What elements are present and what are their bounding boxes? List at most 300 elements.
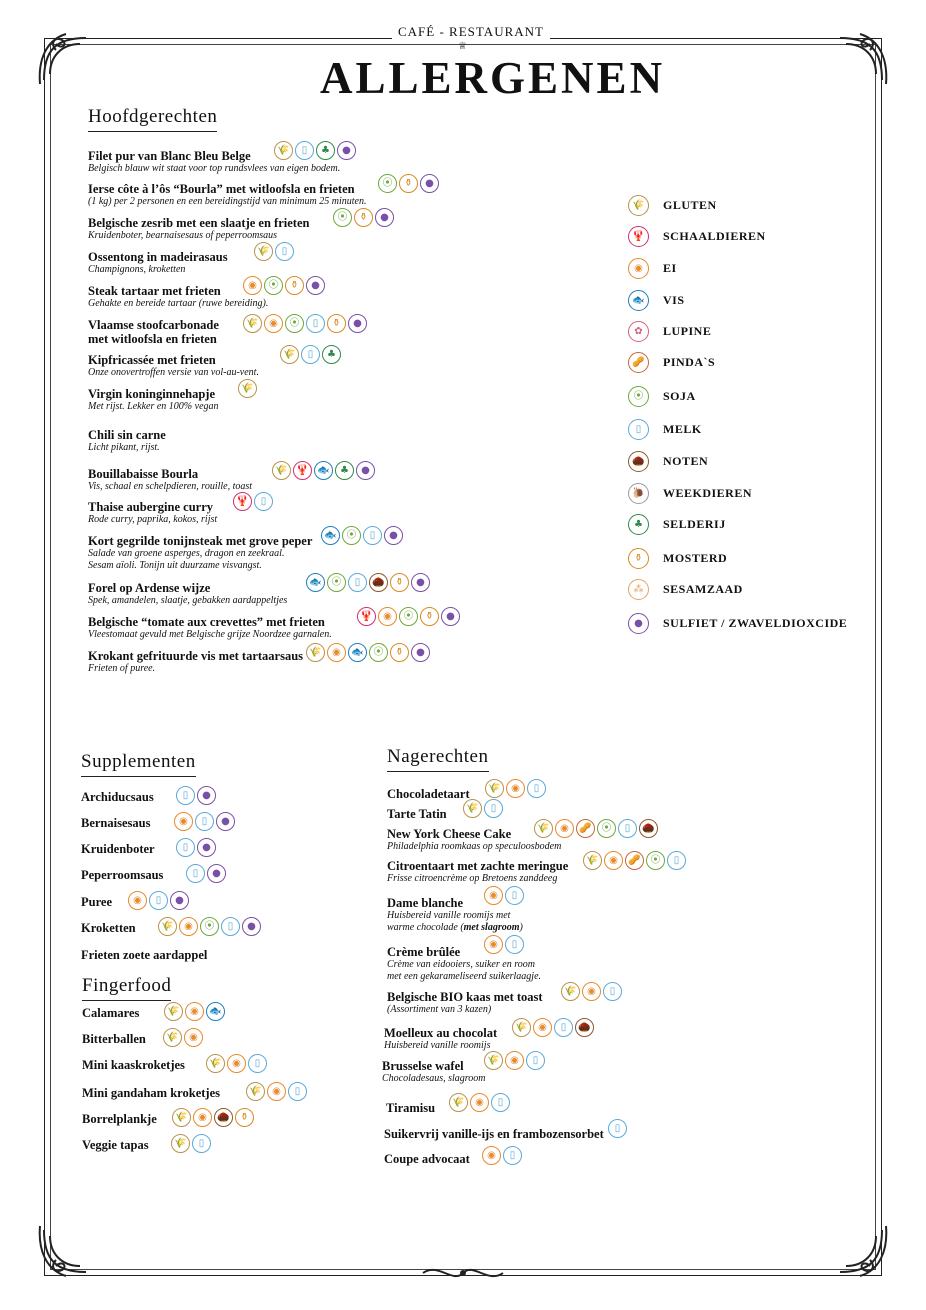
allergen-icons xyxy=(280,345,341,364)
sulfiet-icon: ● xyxy=(411,573,430,592)
desc-bold-text: met slagroom xyxy=(463,921,520,933)
menu-item xyxy=(384,1127,604,1141)
legend-row xyxy=(628,451,708,472)
legend-label: NOTEN xyxy=(663,454,709,468)
noten-icon: 🌰 xyxy=(628,451,649,472)
sulfiet-icon: ● xyxy=(411,643,430,662)
legend-label: MELK xyxy=(663,422,702,436)
melk-icon: ▯ xyxy=(176,786,195,805)
menu-item-name: Puree xyxy=(81,895,113,909)
allergen-icons xyxy=(254,242,294,261)
menu-item-description: Frisse citroencrème op Bretoens zanddeeg xyxy=(387,873,558,884)
corner-ornament-icon xyxy=(36,30,94,88)
vis-icon: 🐟 xyxy=(321,526,340,545)
bottom-ornament-icon xyxy=(418,1262,508,1284)
melk-icon: ▯ xyxy=(503,1146,522,1165)
menu-item-name: Kipfricassée met frieten xyxy=(88,353,216,367)
allergen-icons xyxy=(583,851,686,870)
legend-label: SESAMZAAD xyxy=(663,582,743,596)
menu-item-name: Bitterballen xyxy=(82,1032,146,1046)
melk-icon: ▯ xyxy=(288,1082,307,1101)
menu-item xyxy=(81,868,163,882)
gluten-icon: 🌾 xyxy=(534,819,553,838)
allergen-icons xyxy=(238,379,257,398)
allergen-icons xyxy=(176,786,216,805)
allergen-icons xyxy=(485,779,546,798)
gluten-icon: 🌾 xyxy=(172,1108,191,1127)
legend-label: VIS xyxy=(663,293,685,307)
menu-item-description: Salade van groene asperges, dragon en zeekraal. xyxy=(88,548,285,559)
allergen-icons xyxy=(158,917,261,936)
menu-item xyxy=(88,500,217,526)
menu-item-description: Belgisch blauw wit staat voor top rundsvlees van eigen bodem. xyxy=(88,163,341,174)
allergen-icons xyxy=(484,935,524,954)
ei-icon: ◉ xyxy=(179,917,198,936)
vis-icon: 🐟 xyxy=(306,573,325,592)
menu-item-description: Onze onovertroffen versie van vol-au-vent. xyxy=(88,367,259,378)
menu-item-name: Citroentaart met zachte meringue xyxy=(387,859,569,873)
menu-item-description: Crème van eidooiers, suiker en room xyxy=(387,959,535,970)
allergen-icons xyxy=(176,838,216,857)
menu-item-description: Champignons, kroketten xyxy=(88,264,186,275)
ei-icon: ◉ xyxy=(378,607,397,626)
menu-item-name: Archiducsaus xyxy=(81,790,154,804)
ei-icon: ◉ xyxy=(243,276,262,295)
legend-row xyxy=(628,483,752,504)
legend-row xyxy=(628,258,677,279)
menu-item-name: Ossentong in madeirasaus xyxy=(88,250,228,264)
legend-row xyxy=(628,419,702,440)
allergen-icons xyxy=(206,1054,267,1073)
menu-item xyxy=(386,1101,435,1115)
melk-icon: ▯ xyxy=(348,573,367,592)
gluten-icon: 🌾 xyxy=(306,643,325,662)
selderij-icon: ♣ xyxy=(322,345,341,364)
ei-icon: ◉ xyxy=(227,1054,246,1073)
gluten-icon: 🌾 xyxy=(463,799,482,818)
legend-row xyxy=(628,226,766,247)
melk-icon: ▯ xyxy=(505,935,524,954)
soja-icon: ⦿ xyxy=(597,819,616,838)
gluten-icon: 🌾 xyxy=(163,1028,182,1047)
ei-icon: ◉ xyxy=(533,1018,552,1037)
allergen-icons xyxy=(246,1082,307,1101)
legend-label: SOJA xyxy=(663,389,696,403)
legend-label: GLUTEN xyxy=(663,198,717,212)
lupine-icon: ✿ xyxy=(628,321,649,342)
soja-icon: ⦿ xyxy=(399,607,418,626)
allergen-icons xyxy=(306,643,430,662)
legend-label: LUPINE xyxy=(663,324,712,338)
menu-item-description: Chocoladesaus, slagroom xyxy=(382,1073,486,1084)
corner-ornament-icon xyxy=(832,30,890,88)
sulfiet-icon: ● xyxy=(216,812,235,831)
schaaldieren-icon: 🦞 xyxy=(357,607,376,626)
pinda-icon: 🥜 xyxy=(625,851,644,870)
mosterd-icon: ⚱ xyxy=(235,1108,254,1127)
melk-icon: ▯ xyxy=(363,526,382,545)
ei-icon: ◉ xyxy=(185,1002,204,1021)
ei-icon: ◉ xyxy=(604,851,623,870)
menu-item-name: Vlaamse stoofcarbonade xyxy=(88,318,219,332)
section-title-text: Nagerechten xyxy=(387,746,489,767)
legend-label: SULFIET / ZWAVELDIOXCIDE xyxy=(663,616,848,630)
soja-icon: ⦿ xyxy=(369,643,388,662)
sulfiet-icon: ● xyxy=(207,864,226,883)
soja-icon: ⦿ xyxy=(333,208,352,227)
legend-row xyxy=(628,195,717,216)
legend-row xyxy=(628,386,696,407)
menu-item-name: Belgische “tomate aux crevettes” met frieten xyxy=(88,615,325,629)
soja-icon: ⦿ xyxy=(285,314,304,333)
menu-item xyxy=(382,1059,486,1085)
melk-icon: ▯ xyxy=(505,886,524,905)
menu-item-name: Belgische BIO kaas met toast xyxy=(387,990,543,1004)
sulfiet-icon: ● xyxy=(348,314,367,333)
gluten-icon: 🌾 xyxy=(243,314,262,333)
sulfiet-icon: ● xyxy=(197,838,216,857)
allergen-icons xyxy=(174,812,235,831)
menu-item-name: New York Cheese Cake xyxy=(387,827,512,841)
gluten-icon: 🌾 xyxy=(561,982,580,1001)
sulfiet-icon: ● xyxy=(337,141,356,160)
menu-item-name: Calamares xyxy=(82,1006,140,1020)
menu-item-name: Kruidenboter xyxy=(81,842,155,856)
menu-item xyxy=(82,1006,139,1020)
vis-icon: 🐟 xyxy=(314,461,333,480)
melk-icon: ▯ xyxy=(192,1134,211,1153)
desc-text: ) xyxy=(519,921,523,933)
allergen-icons xyxy=(164,1002,225,1021)
menu-item xyxy=(88,467,252,493)
desc-text: warme chocolade ( xyxy=(387,921,464,933)
soja-icon: ⦿ xyxy=(378,174,397,193)
menu-item-description: Huisbereid vanille roomijs xyxy=(384,1040,491,1051)
noten-icon: 🌰 xyxy=(369,573,388,592)
gluten-icon: 🌾 xyxy=(512,1018,531,1037)
selderij-icon: ♣ xyxy=(335,461,354,480)
gluten-icon: 🌾 xyxy=(158,917,177,936)
ei-icon: ◉ xyxy=(482,1146,501,1165)
ei-icon: ◉ xyxy=(484,935,503,954)
allergen-icons xyxy=(243,276,325,295)
menu-item xyxy=(81,895,112,909)
menu-item-name: Ierse côte à l’ôs “Bourla” met witloofsla en frieten xyxy=(88,182,355,196)
melk-icon: ▯ xyxy=(149,891,168,910)
ei-icon: ◉ xyxy=(628,258,649,279)
allergen-icons xyxy=(306,573,430,592)
melk-icon: ▯ xyxy=(195,812,214,831)
menu-item-name: Borrelplankje xyxy=(82,1112,157,1126)
section-title-text: Hoofdgerechten xyxy=(88,106,218,127)
legend-label: MOSTERD xyxy=(663,551,728,565)
allergen-icons xyxy=(128,891,189,910)
menu-item xyxy=(88,353,259,379)
allergen-icons xyxy=(333,208,394,227)
legend-row xyxy=(628,514,726,535)
menu-item xyxy=(88,250,228,276)
melk-icon: ▯ xyxy=(248,1054,267,1073)
menu-item xyxy=(384,1026,497,1052)
section-title-text: Fingerfood xyxy=(82,975,172,996)
sesamzaad-icon: ⁂ xyxy=(628,579,649,600)
menu-item xyxy=(88,649,303,675)
legend-row xyxy=(628,352,715,373)
mosterd-icon: ⚱ xyxy=(399,174,418,193)
soja-icon: ⦿ xyxy=(200,917,219,936)
legend-row xyxy=(628,321,711,342)
menu-item-name: Moelleux au chocolat xyxy=(384,1026,498,1040)
ei-icon: ◉ xyxy=(470,1093,489,1112)
menu-item-name: Crème brûlée xyxy=(387,945,461,959)
menu-item-name: Veggie tapas xyxy=(82,1138,149,1152)
menu-item-description xyxy=(387,922,523,934)
menu-item-name: Dame blanche xyxy=(387,896,464,910)
menu-item-description: Gehakte en bereide tartaar (ruwe bereiding). xyxy=(88,298,269,309)
menu-item-description: Met rijst. Lekker en 100% vegan xyxy=(88,401,219,412)
sulfiet-icon: ● xyxy=(375,208,394,227)
menu-item xyxy=(81,921,136,935)
vis-icon: 🐟 xyxy=(628,290,649,311)
menu-item-name: Chili sin carne xyxy=(88,428,166,442)
vis-icon: 🐟 xyxy=(206,1002,225,1021)
menu-item-name: Tiramisu xyxy=(386,1101,436,1115)
schaaldieren-icon: 🦞 xyxy=(628,226,649,247)
mosterd-icon: ⚱ xyxy=(285,276,304,295)
menu-item-description: (Assortiment van 3 kazen) xyxy=(387,1004,492,1015)
legend-label: WEEKDIEREN xyxy=(663,486,753,500)
menu-item-name: Virgin koninginnehapje xyxy=(88,387,216,401)
allergen-icons xyxy=(186,864,226,883)
menu-item-description: Licht pikant, rijst. xyxy=(88,442,160,453)
menu-item xyxy=(384,1152,470,1166)
menu-item xyxy=(82,1086,220,1100)
menu-item xyxy=(82,1058,185,1072)
melk-icon: ▯ xyxy=(554,1018,573,1037)
gluten-icon: 🌾 xyxy=(164,1002,183,1021)
menu-item xyxy=(88,182,366,208)
section-title-underline xyxy=(81,776,196,777)
allergen-icons xyxy=(171,1134,211,1153)
header-subtitle: CAFÉ - RESTAURANT xyxy=(392,24,550,40)
menu-item xyxy=(82,1032,146,1046)
sulfiet-icon: ● xyxy=(197,786,216,805)
menu-item-name: Belgische zesrib met een slaatje en frieten xyxy=(88,216,310,230)
menu-item xyxy=(88,216,309,242)
menu-item xyxy=(88,534,312,571)
melk-icon: ▯ xyxy=(254,492,273,511)
menu-item-description: Huisbereid vanille roomijs met xyxy=(387,910,511,921)
allergen-icons xyxy=(512,1018,594,1037)
allergen-icons xyxy=(163,1028,203,1047)
ei-icon: ◉ xyxy=(555,819,574,838)
menu-item-name: Krokant gefrituurde vis met tartaarsaus xyxy=(88,649,304,663)
mosterd-icon: ⚱ xyxy=(628,548,649,569)
legend-label: PINDA`S xyxy=(663,355,716,369)
melk-icon: ▯ xyxy=(301,345,320,364)
sulfiet-icon: ● xyxy=(356,461,375,480)
gluten-icon: 🌾 xyxy=(583,851,602,870)
allergen-icons xyxy=(484,1051,545,1070)
melk-icon: ▯ xyxy=(275,242,294,261)
allergen-icons xyxy=(172,1108,254,1127)
section-title-underline xyxy=(387,771,489,772)
ei-icon: ◉ xyxy=(184,1028,203,1047)
menu-item xyxy=(88,615,332,641)
gluten-icon: 🌾 xyxy=(272,461,291,480)
menu-item-description: Rode curry, paprika, kokos, rijst xyxy=(88,514,218,525)
menu-item xyxy=(82,1138,149,1152)
mosterd-icon: ⚱ xyxy=(354,208,373,227)
menu-item-name: Chocoladetaart xyxy=(387,787,470,801)
menu-item-name: Steak tartaar met frieten xyxy=(88,284,221,298)
gluten-icon: 🌾 xyxy=(449,1093,468,1112)
melk-icon: ▯ xyxy=(527,779,546,798)
gluten-icon: 🌾 xyxy=(171,1134,190,1153)
selderij-icon: ♣ xyxy=(316,141,335,160)
menu-item xyxy=(81,790,154,804)
gluten-icon: 🌾 xyxy=(484,1051,503,1070)
noten-icon: 🌰 xyxy=(214,1108,233,1127)
legend-label: EI xyxy=(663,261,677,275)
allergen-icons xyxy=(243,314,367,333)
section-title xyxy=(81,751,196,773)
menu-item-name: Peperroomsaus xyxy=(81,868,164,882)
gluten-icon: 🌾 xyxy=(206,1054,225,1073)
menu-item xyxy=(88,428,166,454)
menu-item-description: Sesam aïoli. Tonijn uit duurzame visvangst. xyxy=(88,559,262,571)
allergen-icons xyxy=(233,492,273,511)
legend-row xyxy=(628,579,743,600)
menu-item-description: Spek, amandelen, slaatje, gebakken aardappeltjes xyxy=(88,595,288,606)
legend-row xyxy=(628,290,685,311)
gluten-icon: 🌾 xyxy=(274,141,293,160)
schaaldieren-icon: 🦞 xyxy=(293,461,312,480)
soja-icon: ⦿ xyxy=(628,386,649,407)
menu-item-description: Kruidenboter, bearnaisesaus of peperroomsaus xyxy=(88,230,278,241)
melk-icon: ▯ xyxy=(186,864,205,883)
mosterd-icon: ⚱ xyxy=(390,643,409,662)
mosterd-icon: ⚱ xyxy=(327,314,346,333)
menu-item xyxy=(88,284,268,310)
menu-item xyxy=(387,859,568,885)
menu-item-name: met witloofsla en frieten xyxy=(88,332,217,346)
melk-icon: ▯ xyxy=(618,819,637,838)
section-title-text: Supplementen xyxy=(81,751,196,772)
corner-ornament-icon xyxy=(36,1222,94,1280)
menu-item-description: Philadelphia roomkaas op speculoosbodem xyxy=(387,841,562,852)
sulfiet-icon: ● xyxy=(306,276,325,295)
selderij-icon: ♣ xyxy=(628,514,649,535)
melk-icon: ▯ xyxy=(221,917,240,936)
menu-item-name: Kroketten xyxy=(81,921,136,935)
soja-icon: ⦿ xyxy=(327,573,346,592)
menu-item xyxy=(81,948,207,962)
melk-icon: ▯ xyxy=(484,799,503,818)
menu-item-name: Tarte Tatin xyxy=(387,807,447,821)
soja-icon: ⦿ xyxy=(264,276,283,295)
gluten-icon: 🌾 xyxy=(485,779,504,798)
section-title xyxy=(387,746,489,768)
menu-item-name: Suikervrij vanille-ijs en frambozensorbet xyxy=(384,1127,604,1141)
allergen-icons xyxy=(321,526,403,545)
ei-icon: ◉ xyxy=(582,982,601,1001)
allergen-icons xyxy=(463,799,503,818)
menu-item-name: Mini gandaham kroketjes xyxy=(82,1086,220,1100)
legend-row xyxy=(628,548,727,569)
ei-icon: ◉ xyxy=(174,812,193,831)
ei-icon: ◉ xyxy=(327,643,346,662)
melk-icon: ▯ xyxy=(526,1051,545,1070)
legend-label: SELDERIJ xyxy=(663,517,726,531)
menu-item-description: Vleestomaat gevuld met Belgische grijze Noordzee garnalen. xyxy=(88,629,332,640)
sulfiet-icon: ● xyxy=(384,526,403,545)
menu-item-name: Mini kaaskroketjes xyxy=(82,1058,185,1072)
menu-item-name: Brusselse wafel xyxy=(382,1059,464,1073)
allergen-icons xyxy=(357,607,460,626)
menu-item xyxy=(82,1112,157,1126)
menu-item-name: Coupe advocaat xyxy=(384,1152,470,1166)
menu-item-name: Bernaisesaus xyxy=(81,816,151,830)
menu-item-name: Kort gegrilde tonijnsteak met grove peper xyxy=(88,534,313,548)
ei-icon: ◉ xyxy=(267,1082,286,1101)
mosterd-icon: ⚱ xyxy=(390,573,409,592)
allergen-icons xyxy=(608,1119,627,1138)
menu-item xyxy=(387,807,447,821)
allergen-icons xyxy=(484,886,524,905)
menu-item xyxy=(81,842,155,856)
gluten-icon: 🌾 xyxy=(254,242,273,261)
menu-item-description: Frieten of puree. xyxy=(88,663,156,674)
melk-icon: ▯ xyxy=(295,141,314,160)
menu-item-name: Thaise aubergine curry xyxy=(88,500,213,514)
allergen-icons xyxy=(272,461,375,480)
gluten-icon: 🌾 xyxy=(280,345,299,364)
sulfiet-icon: ● xyxy=(441,607,460,626)
sulfiet-icon: ● xyxy=(170,891,189,910)
schaaldieren-icon: 🦞 xyxy=(233,492,252,511)
melk-icon: ▯ xyxy=(176,838,195,857)
sulfiet-icon: ● xyxy=(242,917,261,936)
allergen-icons xyxy=(534,819,658,838)
sulfiet-icon: ● xyxy=(420,174,439,193)
mosterd-icon: ⚱ xyxy=(420,607,439,626)
melk-icon: ▯ xyxy=(667,851,686,870)
ei-icon: ◉ xyxy=(128,891,147,910)
section-title xyxy=(88,106,217,128)
pinda-icon: 🥜 xyxy=(576,819,595,838)
menu-item-description: (1 kg) per 2 personen en een bereidingstijd van minimum 25 minuten. xyxy=(88,196,367,207)
allergen-icons xyxy=(378,174,439,193)
melk-icon: ▯ xyxy=(491,1093,510,1112)
gluten-icon: 🌾 xyxy=(628,195,649,216)
melk-icon: ▯ xyxy=(628,419,649,440)
allergen-icons xyxy=(561,982,622,1001)
menu-item-name: Bouillabaisse Bourla xyxy=(88,467,199,481)
corner-ornament-icon xyxy=(832,1222,890,1280)
section-title-underline xyxy=(88,131,217,132)
allergen-icons xyxy=(449,1093,510,1112)
legend-label: SCHAALDIEREN xyxy=(663,229,766,243)
sulfiet-icon: ● xyxy=(628,613,649,634)
ei-icon: ◉ xyxy=(484,886,503,905)
melk-icon: ▯ xyxy=(306,314,325,333)
allergen-icons xyxy=(274,141,356,160)
menu-item xyxy=(88,318,219,346)
menu-item xyxy=(387,990,543,1016)
section-title-underline xyxy=(82,1000,171,1001)
melk-icon: ▯ xyxy=(608,1119,627,1138)
